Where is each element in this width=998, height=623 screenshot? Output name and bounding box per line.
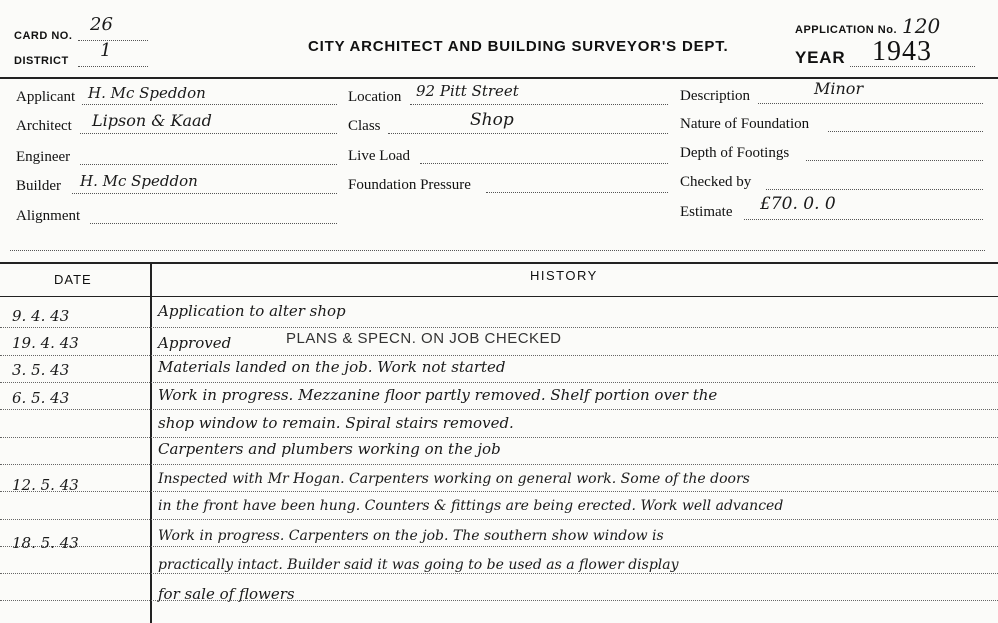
history-rule xyxy=(0,519,998,520)
history-date: 12. 5. 43 xyxy=(12,476,79,494)
location-label: Location xyxy=(348,89,402,105)
history-date: 6. 5. 43 xyxy=(12,389,70,407)
alignment-label: Alignment xyxy=(16,208,81,224)
history-entry: Work in progress. Carpenters on the job. The southern show window is xyxy=(158,528,664,544)
estimate-value: £70. 0. 0 xyxy=(760,194,836,214)
history-entry: Materials landed on the job. Work not started xyxy=(158,358,506,376)
depth-label: Depth of Footings xyxy=(680,145,790,161)
year-label: YEAR xyxy=(795,48,846,67)
history-date: 9. 4. 43 xyxy=(12,307,70,325)
class-label: Class xyxy=(348,118,381,134)
builder-line xyxy=(72,193,337,194)
card-no-label: CARD NO. xyxy=(14,30,73,42)
history-rule xyxy=(0,327,998,328)
description-line xyxy=(758,103,983,104)
architect-line xyxy=(80,133,337,134)
applicant-value: H. Mc Speddon xyxy=(88,84,206,102)
history-entry: Inspected with Mr Hogan. Carpenters working on general work. Some of the doors xyxy=(158,471,750,487)
history-rule xyxy=(0,382,998,383)
history-entry: in the front have been hung. Counters & fittings are being erected. Work well advanced xyxy=(158,498,784,514)
class-line xyxy=(388,133,668,134)
nature-label: Nature of Foundation xyxy=(680,116,810,132)
history-entry: practically intact. Builder said it was going to be used as a flower display xyxy=(158,557,679,573)
history-entry: Approved xyxy=(158,334,232,352)
builder-value: H. Mc Speddon xyxy=(80,172,198,190)
engineer-line xyxy=(80,164,337,165)
date-header: DATE xyxy=(54,272,92,287)
architect-value: Lipson & Kaad xyxy=(92,111,212,130)
applicant-label: Applicant xyxy=(16,89,76,105)
history-date: 3. 5. 43 xyxy=(12,361,70,379)
department-title: CITY ARCHITECT AND BUILDING SURVEYOR'S DEPT. xyxy=(308,38,729,55)
live-load-label: Live Load xyxy=(348,148,411,164)
history-rule xyxy=(0,409,998,410)
foundation-pressure-line xyxy=(486,192,668,193)
history-rule xyxy=(0,491,998,492)
history-divider xyxy=(150,262,152,623)
history-header: HISTORY xyxy=(530,268,598,283)
description-value: Minor xyxy=(814,79,864,98)
checked-stamp: PLANS & SPECN. ON JOB CHECKED xyxy=(286,330,562,347)
history-entry: Carpenters and plumbers working on the job xyxy=(158,440,501,458)
alignment-line xyxy=(90,223,337,224)
district-line xyxy=(78,66,148,67)
history-entry: shop window to remain. Spiral stairs removed. xyxy=(158,414,514,432)
history-rule xyxy=(0,600,998,601)
estimate-label: Estimate xyxy=(680,204,733,220)
district-value: 1 xyxy=(100,40,112,61)
history-entry: for sale of flowers xyxy=(158,585,295,603)
history-rule xyxy=(0,573,998,574)
architect-label: Architect xyxy=(16,118,72,134)
application-no-value: 120 xyxy=(902,14,941,38)
history-entry: Work in progress. Mezzanine floor partly removed. Shelf portion over the xyxy=(158,386,718,404)
history-date: 18. 5. 43 xyxy=(12,534,79,552)
history-date: 19. 4. 43 xyxy=(12,334,79,352)
estimate-line xyxy=(744,219,983,220)
applicant-line xyxy=(82,104,337,105)
application-no-label: APPLICATION No. xyxy=(795,24,898,36)
location-line xyxy=(410,104,668,105)
history-rule xyxy=(0,355,998,356)
live-load-line xyxy=(420,163,668,164)
class-value: Shop xyxy=(470,110,514,130)
year-value: 1943 xyxy=(872,36,932,67)
history-rule xyxy=(0,437,998,438)
location-value: 92 Pitt Street xyxy=(416,82,519,100)
fields-bottom-line xyxy=(10,250,985,251)
district-label: DISTRICT xyxy=(14,55,69,67)
description-label: Description xyxy=(680,88,750,104)
builder-label: Builder xyxy=(16,178,61,194)
card-no-line xyxy=(78,40,148,41)
engineer-label: Engineer xyxy=(16,149,71,165)
nature-line xyxy=(828,131,983,132)
depth-line xyxy=(806,160,983,161)
history-entry: Application to alter shop xyxy=(158,302,346,320)
checked-label: Checked by xyxy=(680,174,752,190)
foundation-pressure-label: Foundation Pressure xyxy=(348,177,471,193)
history-rule xyxy=(0,464,998,465)
checked-line xyxy=(766,189,983,190)
card-no-value: 26 xyxy=(90,14,113,35)
history-rule xyxy=(0,546,998,547)
